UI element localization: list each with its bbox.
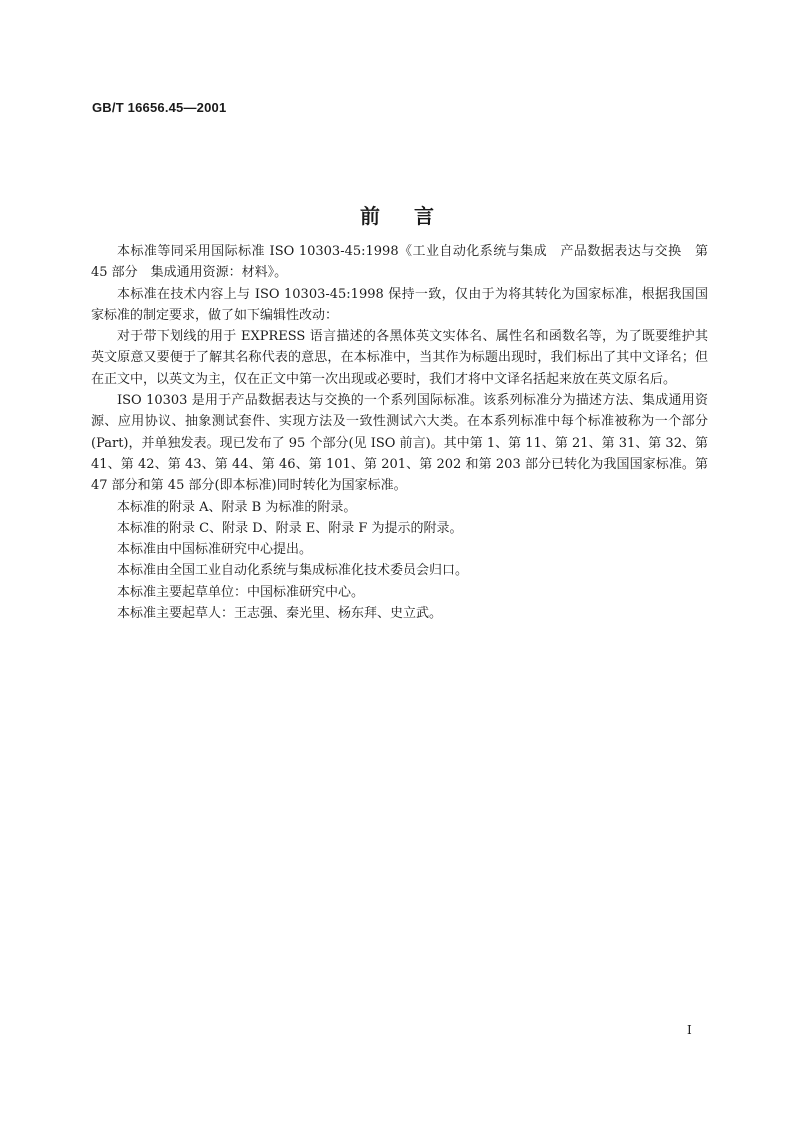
page-number: I [687,1023,692,1037]
paragraph-committee: 本标准由全国工业自动化系统与集成标准化技术委员会归口。 [117,563,469,579]
paragraph-drafting-unit: 本标准主要起草单位：中国标准研究中心。 [117,584,365,600]
page-title: 前言 [360,204,468,228]
paragraph-editorial-changes: 对于带下划线的用于 EXPRESS 语言描述的各黑体英文实体名、属性名和函数名等，为了既要维护其英文原意又要便于了解其名称代表的意思，在本标准中，当其作为标题出现时，我们标出了其中文译名；但在正文中，以英文为主，仅在正文中第一次出现或必要时，我们才将中文译名括起来放在英文原名后。 [91,329,708,387]
foreword-body [91,241,708,624]
paragraph-drafters: 本标准主要起草人：王志强、秦光里、杨东拜、史立武。 [117,606,443,622]
paragraph-informative-annexes: 本标准的附录 C、附录 D、附录 E、附录 F 为提示的附录。 [117,520,463,536]
paragraph-proposer: 本标准由中国标准研究中心提出。 [117,542,313,558]
paragraph-adoption: 本标准等同采用国际标准 ISO 10303-45:1998《工业自动化系统与集成 产品数据表达与交换 第 45 部分 集成通用资源：材料》。 [91,244,708,281]
standard-code: GB/T 16656.45—2001 [92,100,227,115]
paragraph-series-overview: ISO 10303 是用于产品数据表达与交换的一个系列国际标准。该系列标准分为描述方法、集成通用资源、应用协议、抽象测试套件、实现方法及一致性测试六大类。在本系列标准中每个标准被称为一个部分(Part)，并单独发表。现已发布了 95 个部分(见 ISO 前言)。其中第 1、第 11、第 21、第 31、第 32、第 41、第 42、第 43、第 44、第 46、第 101、第 201、第 202 和第 203 部分已转化为我国国家标准。第 47 部分和第 45 部分(即本标准)同时转化为国家标准。 [91,393,708,494]
paragraph-consistency: 本标准在技术内容上与 ISO 10303-45:1998 保持一致，仅由于为将其转化为国家标准，根据我国国家标准的制定要求，做了如下编辑性改动： [91,286,708,323]
paragraph-normative-annexes: 本标准的附录 A、附录 B 为标准的附录。 [117,499,357,515]
